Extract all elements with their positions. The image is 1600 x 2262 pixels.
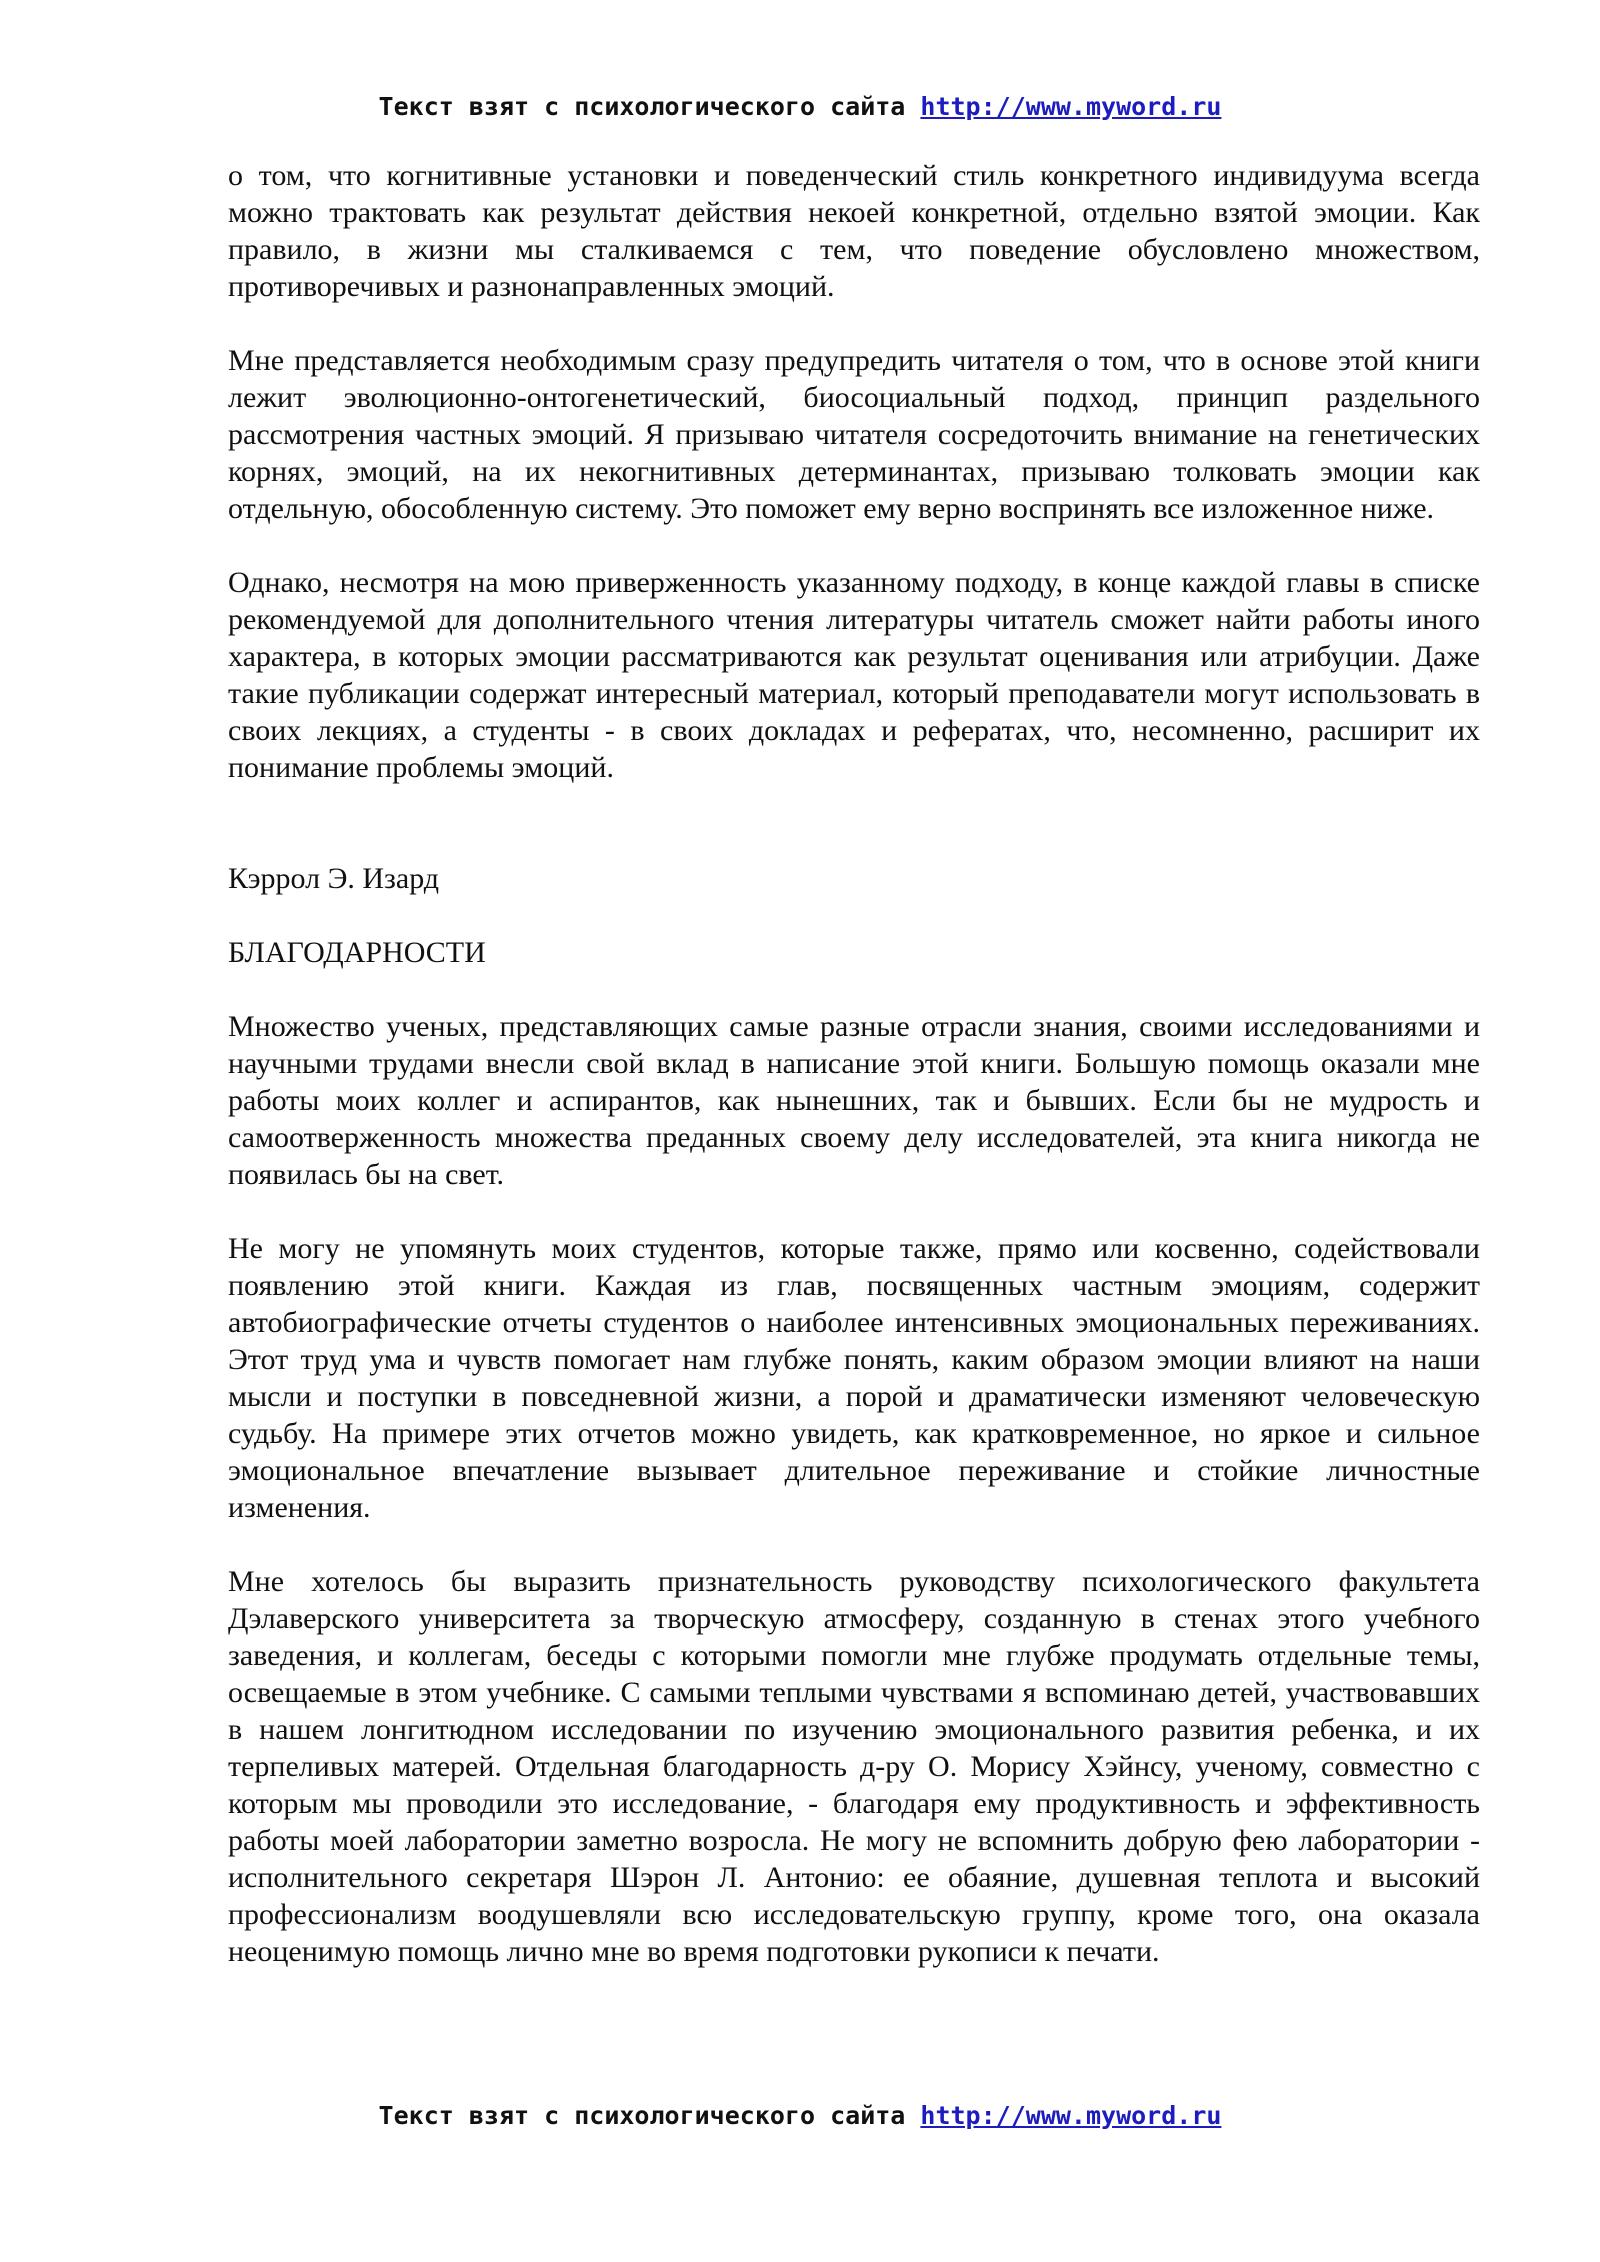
body-paragraph: Не могу не упомянуть моих студентов, которые также, прямо или косвенно, содействовали появлению этой книги. Каждая из глав, посвященных частным эмоциям, содержит автобиографические отчеты студентов о наиболее интенсивных эмоциональных переживаниях. Этот труд ума и чувств помогает нам глубже понять, каким образом эмоции влияют на наши мысли и поступки в повседневной жизни, а порой и драматически изменяют человеческую судьбу. На примере этих отчетов можно увидеть, как кратковременное, но яркое и сильное эмоциональное впечатление вызывает длительное переживание и стойкие личностные изменения. (228, 1232, 1480, 1524)
section-heading: БЛАГОДАРНОСТИ (228, 936, 486, 969)
body-paragraph: Однако, несмотря на мою приверженность указанному подходу, в конце каждой главы в списке рекомендуемой для дополнительного чтения литературы читатель сможет найти работы иного характера, в которых эмоции рассматриваются как результат оценивания или атрибуции. Даже такие публикации содержат интересный материал, который преподаватели могут использовать в своих лекциях, а студенты - в своих докладах и рефератах, что, несомненно, расширит их понимание проблемы эмоций. (228, 566, 1480, 784)
body-paragraph: Мне представляется необходимым сразу предупредить читателя о том, что в основе этой книги лежит эволюционно-онтогенетический, биосоциальный подход, принцип раздельного рассмотрения частных эмоций. Я призываю читателя сосредоточить внимание на генетических корнях, эмоций, на их некогнитивных детерминантах, призываю толковать эмоции как отдельную, обособленную систему. Это поможет ему верно воспринять все изложенное ниже. (228, 344, 1480, 525)
body-paragraph: Мне хотелось бы выразить признательность руководству психологического факультета Дэлаверского университета за творческую атмосферу, созданную в стенах этого учебного заведения, и коллегам, беседы с которыми помогли мне глубже продумать отдельные темы, освещаемые в этом учебнике. С самыми теплыми чувствами я вспоминаю детей, участвовавших в нашем лонгитюдном исследовании по изучению эмоционального развития ребенка, и их терпеливых матерей. Отдельная благодарность д-ру О. Морису Хэйнсу, ученому, совместно с которым мы проводили это исследование, - благодаря ему продуктивность и эффективность работы моей лаборатории заметно возросла. Не могу не вспомнить добрую фею лаборатории - исполнительного секретаря Шэрон Л. Антонио: ее обаяние, душевная теплота и высокий профессионализм воодушевляли всю исследовательскую группу, кроме того, она оказала неоценимую помощь лично мне во время подготовки рукописи к печати. (228, 1565, 1480, 1968)
author-signature: Кэррол Э. Изард (228, 862, 440, 895)
page-header (0, 91, 1600, 123)
body-paragraph: Множество ученых, представляющих самые разные отрасли знания, своими исследованиями и научными трудами внесли свой вклад в написание этой книги. Большую помощь оказали мне работы моих коллег и аспирантов, как нынешних, так и бывших. Если бы не мудрость и самоотверженность множества преданных своему делу исследователей, эта книга никогда не появилась бы на свет. (228, 1010, 1480, 1191)
body-paragraph: о том, что когнитивные установки и поведенческий стиль конкретного индивидуума всегда можно трактовать как результат действия некоей конкретной, отдельно взятой эмоции. Как правило, в жизни мы сталкиваемся с тем, что поведение обусловлено множеством, противоречивых и разнонаправленных эмоций. (228, 159, 1480, 303)
document-body (228, 157, 1480, 2007)
footer-text: Текст взят с психологического сайта (378, 2101, 921, 2130)
footer-site-link[interactable]: http://www.myword.ru (920, 2101, 1222, 2130)
page-footer (0, 2100, 1600, 2132)
header-text: Текст взят с психологического сайта (378, 92, 921, 121)
header-site-link[interactable]: http://www.myword.ru (920, 92, 1222, 121)
